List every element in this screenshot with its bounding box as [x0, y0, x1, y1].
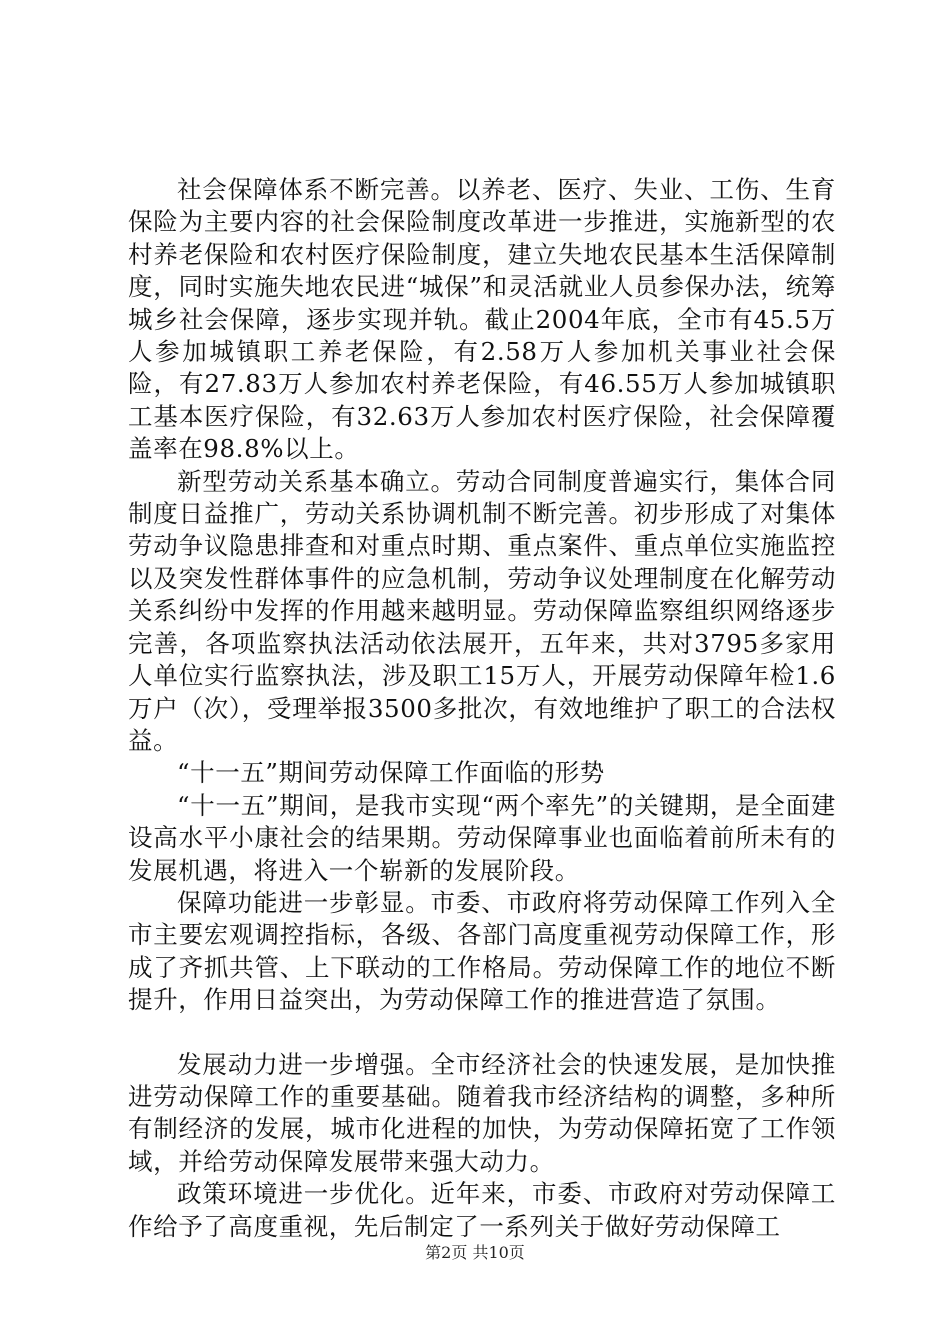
paragraph-five-year-plan: “十一五”期间，是我市实现“两个率先”的关键期，是全面建设高水平小康社会的结果期。劳动保障事业也面临着前所未有的发展机遇，将进入一个崭新的发展阶段。 [128, 790, 836, 885]
page-footer: 第2页 共10页 [425, 1243, 525, 1262]
paragraph-social-security: 社会保障体系不断完善。以养老、医疗、失业、工伤、生育保险为主要内容的社会保险制度改革进一步推进，实施新型的农村养老保险和农村医疗保险制度，建立失地农民基本生活保障制度，同时实施失地农民进“城保”和灵活就业人员参保办法，统筹城乡社会保障，逐步实现并轨。截止2004年底，全市有45.5万人参加城镇职工养老保险，有2.58万人参加机关事业社会保险，有27.83万人参加农村养老保险，有46.55万人参加城镇职工基本医疗保险，有32.63万人参加农村医疗保险，社会保障覆盖率在98.8%以上。 [128, 175, 836, 464]
paragraph-security-function: 保障功能进一步彰显。市委、市政府将劳动保障工作列入全市主要宏观调控指标，各级、各部门高度重视劳动保障工作，形成了齐抓共管、上下联动的工作格局。劳动保障工作的地位不断提升，作用日益突出，为劳动保障工作的推进营造了氛围。 [128, 887, 836, 1015]
paragraph-labor-relations: 新型劳动关系基本确立。劳动合同制度普遍实行，集体合同制度日益推广，劳动关系协调机制不断完善。初步形成了对集体劳动争议隐患排查和对重点时期、重点案件、重点单位实施监控以及突发性群体事件的应急机制，劳动争议处理制度在化解劳动关系纠纷中发挥的作用越来越明显。劳动保障监察组织网络逐步完善，各项监察执法活动依法展开，五年来，共对3795多家用人单位实行监察执法，涉及职工15万人，开展劳动保障年检1.6万户（次），受理举报3500多批次，有效地维护了职工的合法权益。 [128, 466, 836, 755]
section-heading: “十一五”期间劳动保障工作面临的形势 [177, 758, 605, 788]
document-body [128, 174, 836, 1243]
paragraph-development-momentum: 发展动力进一步增强。全市经济社会的快速发展，是加快推进劳动保障工作的重要基础。随着我市经济结构的调整，多种所有制经济的发展，城市化进程的加快，为劳动保障拓宽了工作领域，并给劳动保障发展带来强大动力。 [128, 1049, 836, 1176]
paragraph-policy-environment: 政策环境进一步优化。近年来，市委、市政府对劳动保障工作给予了高度重视，先后制定了一系列关于做好劳动保障工 [128, 1179, 836, 1241]
